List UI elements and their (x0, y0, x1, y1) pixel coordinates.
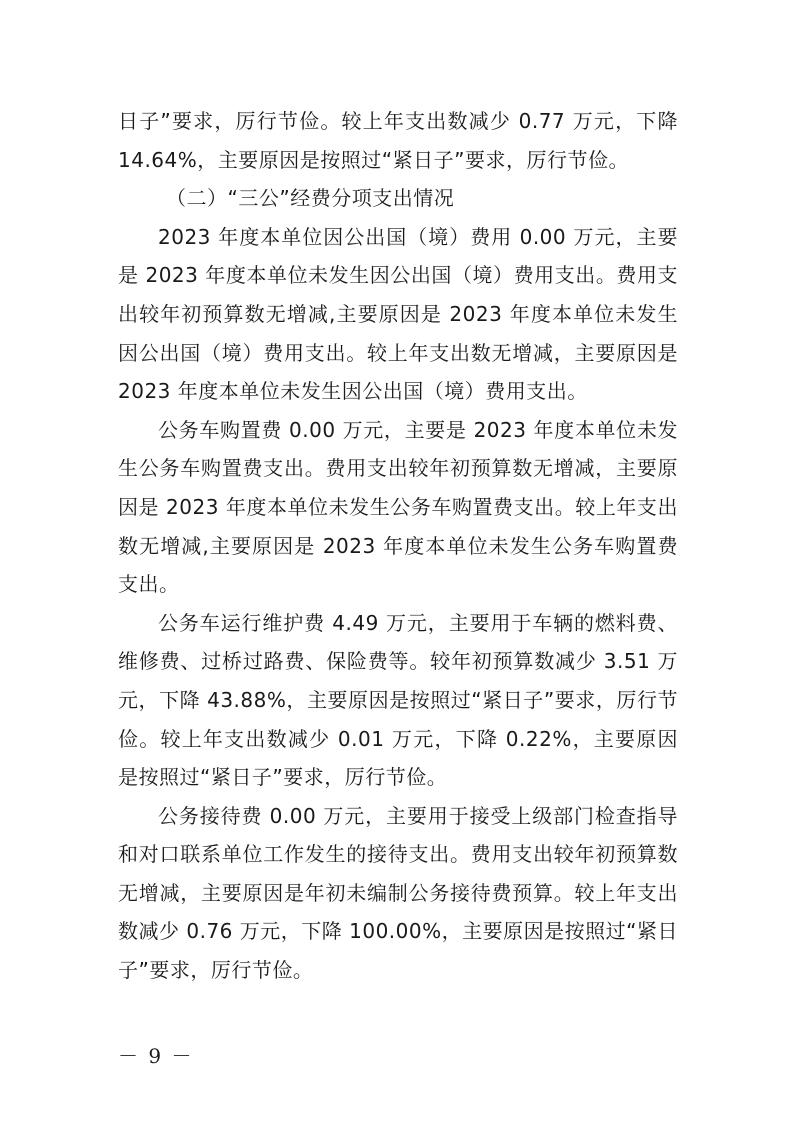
body-text (118, 102, 678, 990)
paragraph-vehicle-purchase: 公务车购置费 0.00 万元，主要是 2023 年度本单位未发生公务车购置费支出。费用支出较年初预算数无增减，主要原因是 2023 年度本单位未发生公务车购置费支出。较上年支出数无增减,主要原因是 2023 年度本单位未发生公务车购置费支出。 (118, 417, 678, 597)
paragraph-vehicle-operation: 公务车运行维护费 4.49 万元，主要用于车辆的燃料费、维修费、过桥过路费、保险费等。较年初预算数减少 3.51 万元，下降 43.88%，主要原因是按照过“紧日子”要求，厉行节俭。较上年支出数减少 0.01 万元，下降 0.22%，主要原因是按照过“紧日子”要求，厉行节俭。 (118, 610, 678, 790)
section-heading: （二）“三公”经费分项支出情况 (166, 186, 455, 211)
page-number: － 9 － (118, 1044, 194, 1068)
paragraph-continuation: 日子”要求，厉行节俭。较上年支出数减少 0.77 万元，下降 14.64%，主要原因是按照过“紧日子”要求，厉行节俭。 (118, 109, 678, 172)
paragraph-overseas-travel: 2023 年度本单位因公出国（境）费用 0.00 万元，主要是 2023 年度本单位未发生因公出国（境）费用支出。费用支出较年初预算数无增减,主要原因是 2023 年度本单位未发生因公出国（境）费用支出。较上年支出数无增减，主要原因是 2023 年度本单位未发生因公出国（境）费用支出。 (118, 224, 678, 404)
paragraph-reception: 公务接待费 0.00 万元，主要用于接受上级部门检查指导和对口联系单位工作发生的接待支出。费用支出较年初预算数无增减，主要原因是年初未编制公务接待费预算。较上年支出数减少 0.76 万元，下降 100.00%，主要原因是按照过“紧日子”要求，厉行节俭。 (118, 803, 678, 983)
